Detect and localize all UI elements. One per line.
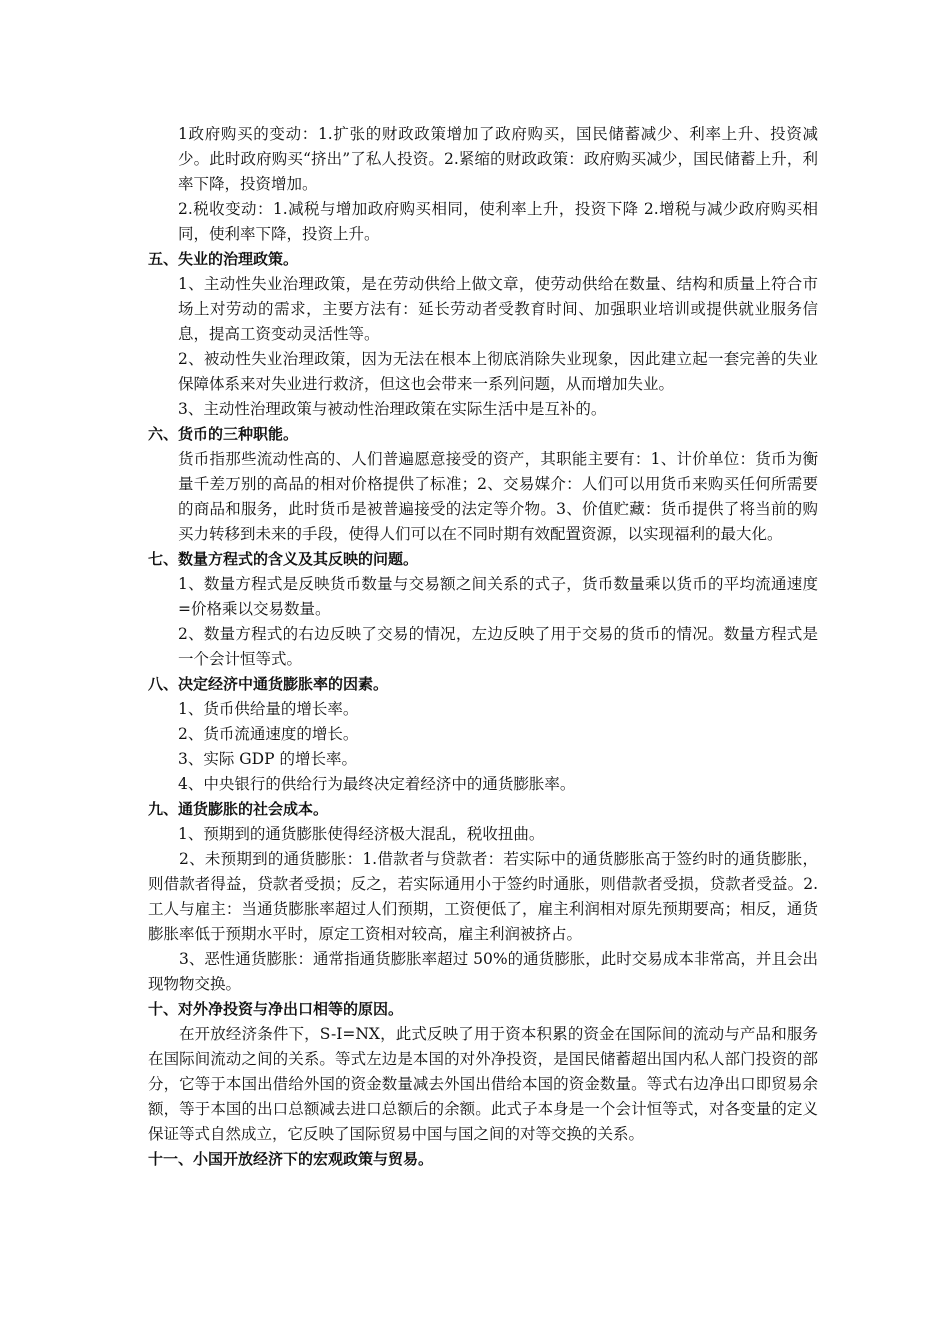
paragraph-passive-policy: 2、被动性失业治理政策，因为无法在根本上彻底消除失业现象，因此建立起一套完善的失业保障体系来对失业进行救济，但这也会带来一系列问题，从而增加失业。 (178, 350, 818, 393)
paragraph-expected-inflation: 1、预期到的通货膨胀使得经济极大混乱，税收扭曲。 (178, 825, 545, 843)
paragraph-money-functions: 货币指那些流动性高的、人们普遍愿意接受的资产，其职能主要有：1、计价单位：货币为衡量千差万别的高品的相对价格提供了标准；2、交易媒介：人们可以用货币来购买任何所需要的商品和服务，此时货币是被普遍接受的法定等介物。3、价值贮藏：货币提供了将当前的购买力转移到未来的手段，使得人们可以在不同时期有效配置资源，以实现福利的最大化。 (178, 450, 818, 543)
paragraph-net-investment: 在开放经济条件下，S-I=NX，此式反映了用于资本积累的资金在国际间的流动与产品和服务在国际间流动之间的关系。等式左边是本国的对外净投资，是国民储蓄超出国内私人部门投资的部分，它等于本国出借给外国的资金数量减去外国出借给本国的资金数量。等式右边净出口即贸易余额，等于本国的出口总额减去进口总额后的余额。此式子本身是一个会计恒等式，对各变量的定义保证等式自然成立，它反映了国际贸易中国与国之间的对等交换的关系。 (148, 1025, 818, 1143)
heading-inflation-costs: 九、通货膨胀的社会成本。 (148, 800, 329, 818)
paragraph-quantity-equation-1: 1、数量方程式是反映货币数量与交易额之间关系的式子，货币数量乘以货币的平均流通速度=价格乘以交易数量。 (178, 575, 818, 618)
heading-net-investment: 十、对外净投资与净出口相等的原因。 (148, 1000, 404, 1018)
paragraph-hyperinflation: 3、恶性通货膨胀：通常指通货膨胀率超过 50%的通货膨胀，此时交易成本非常高，并且会出现物物交换。 (148, 950, 818, 993)
document-body (148, 122, 818, 1172)
heading-money-functions: 六、货币的三种职能。 (148, 425, 299, 443)
heading-inflation-factors: 八、决定经济中通货膨胀率的因素。 (148, 675, 389, 693)
paragraph-government-purchase: 1政府购买的变动：1.扩张的财政政策增加了政府购买，国民储蓄减少、利率上升、投资减少。此时政府购买“挤出”了私人投资。2.紧缩的财政政策：政府购买减少，国民储蓄上升，利率下降，投资增加。 (178, 125, 818, 193)
paragraph-factor-4: 4、中央银行的供给行为最终决定着经济中的通货膨胀率。 (178, 775, 576, 793)
paragraph-factor-2: 2、货币流通速度的增长。 (178, 725, 359, 743)
heading-quantity-equation: 七、数量方程式的含义及其反映的问题。 (148, 550, 419, 568)
paragraph-unexpected-inflation: 2、未预期到的通货膨胀：1.借款者与贷款者：若实际中的通货膨胀高于签约时的通货膨胀，则借款者得益，贷款者受损；反之，若实际通用小于签约时通胀，则借款者受损，贷款者受益。2.工人与雇主：当通货膨胀率超过人们预期，工资便低了，雇主利润相对原先预期要高；相反，通货膨胀率低于预期水平时，原定工资相对较高，雇主利润被挤占。 (148, 850, 818, 943)
paragraph-tax-change: 2.税收变动：1.减税与增加政府购买相同，使利率上升，投资下降 2.增税与减少政府购买相同，使利率下降，投资上升。 (178, 200, 818, 243)
paragraph-factor-1: 1、货币供给量的增长率。 (178, 700, 359, 718)
heading-unemployment-policy: 五、失业的治理政策。 (148, 250, 299, 268)
paragraph-complementary-policy: 3、主动性治理政策与被动性治理政策在实际生活中是互补的。 (178, 400, 607, 418)
paragraph-factor-3: 3、实际 GDP 的增长率。 (178, 750, 357, 768)
paragraph-active-policy: 1、主动性失业治理政策，是在劳动供给上做文章，使劳动供给在数量、结构和质量上符合市场上对劳动的需求，主要方法有：延长劳动者受教育时间、加强职业培训或提供就业服务信息，提高工资变动灵活性等。 (178, 275, 818, 343)
paragraph-quantity-equation-2: 2、数量方程式的右边反映了交易的情况，左边反映了用于交易的货币的情况。数量方程式是一个会计恒等式。 (178, 625, 818, 668)
heading-small-open-economy: 十一、小国开放经济下的宏观政策与贸易。 (148, 1150, 434, 1168)
